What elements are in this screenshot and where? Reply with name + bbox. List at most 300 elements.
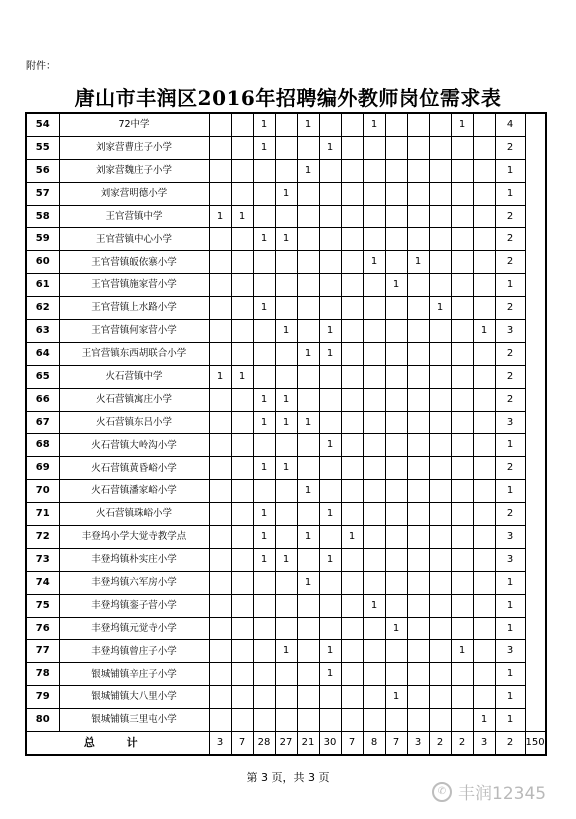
position-count-cell: [451, 617, 473, 640]
position-count-cell: [407, 113, 429, 136]
position-count-cell: [429, 411, 451, 434]
position-count-cell: [341, 411, 363, 434]
position-count-cell: [231, 320, 253, 343]
position-count-cell: [253, 274, 275, 297]
position-count-cell: [385, 640, 407, 663]
position-count-cell: [209, 228, 231, 251]
position-count-cell: [231, 182, 253, 205]
school-name: 刘家营魏庄子小学: [59, 159, 209, 182]
position-count-cell: [451, 320, 473, 343]
position-count-cell: 1: [385, 274, 407, 297]
position-count-cell: [473, 663, 495, 686]
row-total-cell: 2: [495, 297, 525, 320]
total-cell: 2: [429, 732, 451, 755]
position-count-cell: 1: [275, 548, 297, 571]
position-count-cell: 1: [253, 297, 275, 320]
position-count-cell: [473, 274, 495, 297]
position-count-cell: [473, 411, 495, 434]
position-count-cell: [231, 274, 253, 297]
position-count-cell: [473, 594, 495, 617]
position-count-cell: [341, 503, 363, 526]
table-row: [26, 251, 546, 274]
position-count-cell: [209, 182, 231, 205]
position-count-cell: [341, 182, 363, 205]
position-count-cell: [407, 136, 429, 159]
position-count-cell: [429, 274, 451, 297]
row-number: 73: [26, 548, 59, 571]
position-count-cell: [319, 709, 341, 732]
position-count-cell: [451, 571, 473, 594]
position-count-cell: [429, 182, 451, 205]
table-row: [26, 411, 546, 434]
position-count-cell: [341, 663, 363, 686]
position-count-cell: [319, 571, 341, 594]
position-count-cell: [231, 113, 253, 136]
position-count-cell: [297, 297, 319, 320]
total-cell: 21: [297, 732, 319, 755]
position-count-cell: [275, 617, 297, 640]
position-count-cell: [341, 159, 363, 182]
position-count-cell: [451, 159, 473, 182]
position-count-cell: [407, 159, 429, 182]
row-number: 61: [26, 274, 59, 297]
school-name: 银城铺镇辛庄子小学: [59, 663, 209, 686]
total-cell: 150: [525, 732, 546, 755]
table-row: [26, 548, 546, 571]
position-count-cell: 1: [209, 365, 231, 388]
table-row: [26, 709, 546, 732]
position-count-cell: [407, 411, 429, 434]
position-count-cell: [341, 434, 363, 457]
position-count-cell: [209, 320, 231, 343]
position-count-cell: [385, 411, 407, 434]
position-count-cell: [231, 571, 253, 594]
position-count-cell: [319, 388, 341, 411]
position-count-cell: [209, 388, 231, 411]
school-name: 丰登坞镇元觉寺小学: [59, 617, 209, 640]
school-name: 丰登坞镇六军房小学: [59, 571, 209, 594]
position-count-cell: 1: [319, 640, 341, 663]
position-count-cell: [341, 480, 363, 503]
position-count-cell: 1: [253, 136, 275, 159]
row-number: 64: [26, 342, 59, 365]
position-count-cell: [363, 182, 385, 205]
position-count-cell: [385, 136, 407, 159]
total-cell: 7: [231, 732, 253, 755]
position-count-cell: 1: [253, 503, 275, 526]
position-count-cell: [297, 617, 319, 640]
position-count-cell: [275, 159, 297, 182]
position-count-cell: [451, 526, 473, 549]
position-count-cell: [473, 571, 495, 594]
position-count-cell: [253, 320, 275, 343]
position-count-cell: [429, 136, 451, 159]
position-count-cell: [429, 457, 451, 480]
position-count-cell: 1: [275, 640, 297, 663]
position-count-cell: [385, 480, 407, 503]
position-count-cell: 1: [341, 526, 363, 549]
position-count-cell: [231, 503, 253, 526]
position-count-cell: [275, 571, 297, 594]
position-count-cell: [209, 503, 231, 526]
position-count-cell: [363, 365, 385, 388]
row-total-cell: 2: [495, 205, 525, 228]
position-count-cell: [407, 571, 429, 594]
position-count-cell: 1: [275, 411, 297, 434]
row-total-cell: 2: [495, 365, 525, 388]
position-count-cell: [429, 663, 451, 686]
position-count-cell: [253, 594, 275, 617]
position-count-cell: [297, 548, 319, 571]
position-count-cell: [363, 640, 385, 663]
school-name: 火石营镇大岭沟小学: [59, 434, 209, 457]
total-row: [26, 732, 546, 755]
position-count-cell: [319, 617, 341, 640]
row-total-cell: 1: [495, 686, 525, 709]
position-count-cell: [363, 617, 385, 640]
row-total-cell: 2: [495, 251, 525, 274]
position-count-cell: [231, 526, 253, 549]
position-count-cell: [451, 251, 473, 274]
position-count-cell: [275, 709, 297, 732]
position-count-cell: [253, 686, 275, 709]
position-count-cell: [297, 709, 319, 732]
row-total-cell: 3: [495, 320, 525, 343]
position-count-cell: [319, 251, 341, 274]
school-name: 72中学: [59, 113, 209, 136]
position-count-cell: [297, 251, 319, 274]
position-count-cell: [319, 457, 341, 480]
row-total-cell: 2: [495, 457, 525, 480]
position-count-cell: [451, 663, 473, 686]
position-count-cell: [451, 388, 473, 411]
position-count-cell: [231, 480, 253, 503]
position-count-cell: [363, 709, 385, 732]
position-count-cell: [385, 457, 407, 480]
position-count-cell: [451, 434, 473, 457]
position-count-cell: 1: [451, 640, 473, 663]
position-count-cell: 1: [253, 457, 275, 480]
position-count-cell: [429, 571, 451, 594]
position-count-cell: [385, 571, 407, 594]
position-count-cell: [341, 457, 363, 480]
position-count-cell: [363, 457, 385, 480]
position-count-cell: 1: [363, 251, 385, 274]
position-count-cell: [319, 480, 341, 503]
position-count-cell: [451, 457, 473, 480]
position-count-cell: 1: [275, 457, 297, 480]
school-name: 丰登坞镇朴实庄小学: [59, 548, 209, 571]
position-count-cell: [429, 113, 451, 136]
position-count-cell: [473, 526, 495, 549]
position-count-cell: [209, 617, 231, 640]
position-count-cell: [319, 159, 341, 182]
position-count-cell: [275, 251, 297, 274]
position-count-cell: [253, 205, 275, 228]
row-number: 63: [26, 320, 59, 343]
position-count-cell: [297, 320, 319, 343]
position-count-cell: [451, 480, 473, 503]
row-total-cell: 3: [495, 526, 525, 549]
position-count-cell: 1: [253, 228, 275, 251]
row-total-cell: 3: [495, 411, 525, 434]
position-count-cell: [297, 594, 319, 617]
position-count-cell: [253, 571, 275, 594]
position-count-cell: [473, 457, 495, 480]
position-count-cell: [407, 388, 429, 411]
position-count-cell: 1: [297, 113, 319, 136]
position-count-cell: 1: [275, 320, 297, 343]
position-count-cell: [341, 113, 363, 136]
position-count-cell: [407, 365, 429, 388]
row-total-cell: 2: [495, 388, 525, 411]
position-count-cell: [231, 388, 253, 411]
position-count-cell: [231, 548, 253, 571]
row-number: 55: [26, 136, 59, 159]
position-count-cell: [209, 526, 231, 549]
position-count-cell: [385, 113, 407, 136]
position-count-cell: [429, 686, 451, 709]
table-row: [26, 159, 546, 182]
table-row: [26, 297, 546, 320]
position-count-cell: [209, 548, 231, 571]
school-name: 火石营镇黄昏峪小学: [59, 457, 209, 480]
position-count-cell: [275, 663, 297, 686]
position-count-cell: [473, 503, 495, 526]
position-count-cell: [275, 526, 297, 549]
row-total-cell: 2: [495, 342, 525, 365]
position-count-cell: [275, 434, 297, 457]
position-count-cell: [363, 274, 385, 297]
row-total-cell: 1: [495, 571, 525, 594]
position-count-cell: [385, 526, 407, 549]
row-number: 80: [26, 709, 59, 732]
position-count-cell: [319, 411, 341, 434]
position-count-cell: [253, 251, 275, 274]
row-number: 75: [26, 594, 59, 617]
attachment-label: 附件：: [26, 61, 56, 72]
position-count-cell: [275, 205, 297, 228]
position-count-cell: [253, 709, 275, 732]
position-count-cell: [319, 297, 341, 320]
position-count-cell: [341, 274, 363, 297]
position-count-cell: [253, 617, 275, 640]
position-count-cell: [341, 342, 363, 365]
position-count-cell: [473, 640, 495, 663]
position-count-cell: 1: [407, 251, 429, 274]
table-row: [26, 457, 546, 480]
position-count-cell: [451, 594, 473, 617]
position-count-cell: [473, 136, 495, 159]
position-count-cell: [319, 686, 341, 709]
table-row: [26, 365, 546, 388]
position-count-cell: [385, 182, 407, 205]
position-count-cell: [231, 594, 253, 617]
position-count-cell: [385, 228, 407, 251]
school-name: 王官营镇上水路小学: [59, 297, 209, 320]
position-count-cell: 1: [253, 113, 275, 136]
row-number: 67: [26, 411, 59, 434]
position-count-cell: [231, 640, 253, 663]
school-name: 丰登坞镇銮子营小学: [59, 594, 209, 617]
position-count-cell: [231, 686, 253, 709]
position-count-cell: [363, 571, 385, 594]
position-count-cell: [209, 663, 231, 686]
position-count-cell: [275, 365, 297, 388]
row-total-cell: 2: [495, 136, 525, 159]
position-count-cell: [385, 297, 407, 320]
position-count-cell: 1: [297, 411, 319, 434]
position-count-cell: [473, 480, 495, 503]
watermark-text: 丰润12345: [458, 784, 547, 804]
position-count-cell: [363, 663, 385, 686]
position-count-cell: [209, 251, 231, 274]
position-count-cell: [209, 434, 231, 457]
table-row: [26, 663, 546, 686]
position-count-cell: [473, 113, 495, 136]
position-count-cell: [297, 228, 319, 251]
position-count-cell: [407, 297, 429, 320]
position-count-cell: [209, 274, 231, 297]
position-count-cell: [297, 274, 319, 297]
position-count-cell: 1: [253, 548, 275, 571]
position-count-cell: [253, 434, 275, 457]
position-count-cell: [473, 182, 495, 205]
position-count-cell: [341, 571, 363, 594]
table-row: [26, 342, 546, 365]
position-count-cell: [341, 251, 363, 274]
position-count-cell: [473, 617, 495, 640]
position-count-cell: [297, 640, 319, 663]
row-number: 77: [26, 640, 59, 663]
school-name: 丰登坞小学大觉寺教学点: [59, 526, 209, 549]
position-count-cell: 1: [363, 113, 385, 136]
position-count-cell: [407, 548, 429, 571]
row-number: 72: [26, 526, 59, 549]
position-count-cell: 1: [275, 228, 297, 251]
position-count-cell: [231, 251, 253, 274]
position-count-cell: [209, 686, 231, 709]
position-count-cell: [407, 434, 429, 457]
position-count-cell: [407, 205, 429, 228]
position-count-cell: [231, 663, 253, 686]
table-row: [26, 113, 546, 136]
position-count-cell: [429, 434, 451, 457]
position-count-cell: [297, 457, 319, 480]
row-number: 62: [26, 297, 59, 320]
position-count-cell: [319, 274, 341, 297]
position-count-cell: [451, 548, 473, 571]
position-count-cell: [429, 480, 451, 503]
position-count-cell: 1: [297, 480, 319, 503]
position-count-cell: [209, 594, 231, 617]
position-count-cell: [297, 686, 319, 709]
total-cell: 27: [275, 732, 297, 755]
position-count-cell: [231, 228, 253, 251]
position-count-cell: 1: [385, 617, 407, 640]
school-name: 银城铺镇三里屯小学: [59, 709, 209, 732]
position-count-cell: [363, 159, 385, 182]
row-number: 68: [26, 434, 59, 457]
position-count-cell: 1: [253, 388, 275, 411]
position-count-cell: [341, 136, 363, 159]
position-count-cell: [253, 663, 275, 686]
position-count-cell: [253, 365, 275, 388]
position-count-cell: [363, 388, 385, 411]
table-row: [26, 434, 546, 457]
position-count-cell: 1: [253, 526, 275, 549]
position-count-cell: [209, 136, 231, 159]
school-name: 王官营镇施家营小学: [59, 274, 209, 297]
school-name: 王官营镇中心小学: [59, 228, 209, 251]
position-count-cell: 1: [473, 320, 495, 343]
position-count-cell: [341, 709, 363, 732]
total-cell: 3: [473, 732, 495, 755]
position-count-cell: [407, 480, 429, 503]
total-label: 总 计: [26, 732, 209, 755]
table-row: [26, 640, 546, 663]
position-count-cell: [319, 594, 341, 617]
school-name: 火石营镇寓庄小学: [59, 388, 209, 411]
position-count-cell: [385, 594, 407, 617]
position-count-cell: [473, 251, 495, 274]
position-count-cell: [297, 205, 319, 228]
position-count-cell: [473, 548, 495, 571]
position-count-cell: [363, 205, 385, 228]
position-count-cell: [429, 640, 451, 663]
position-count-cell: [385, 663, 407, 686]
position-count-cell: 1: [385, 686, 407, 709]
row-total-cell: 1: [495, 274, 525, 297]
position-count-cell: [253, 182, 275, 205]
position-count-cell: [429, 594, 451, 617]
position-count-cell: [319, 113, 341, 136]
position-count-cell: [297, 663, 319, 686]
position-count-cell: [319, 365, 341, 388]
school-name: 火石营镇东吕小学: [59, 411, 209, 434]
row-total-cell: 1: [495, 709, 525, 732]
position-count-cell: [297, 365, 319, 388]
position-count-cell: [231, 709, 253, 732]
row-number: 76: [26, 617, 59, 640]
position-count-cell: [385, 548, 407, 571]
table-row: [26, 228, 546, 251]
school-name: 火石营镇珠峪小学: [59, 503, 209, 526]
position-count-cell: [231, 617, 253, 640]
position-count-cell: [407, 503, 429, 526]
position-count-cell: 1: [297, 159, 319, 182]
row-number: 56: [26, 159, 59, 182]
table-body: [26, 113, 546, 755]
position-count-cell: 1: [231, 365, 253, 388]
position-count-cell: [363, 548, 385, 571]
total-cell: 2: [451, 732, 473, 755]
position-count-cell: [297, 388, 319, 411]
position-count-cell: [429, 388, 451, 411]
school-name: 火石营镇中学: [59, 365, 209, 388]
position-count-cell: [385, 365, 407, 388]
row-total-cell: 1: [495, 663, 525, 686]
table-row: [26, 388, 546, 411]
position-count-cell: [407, 686, 429, 709]
position-count-cell: [407, 457, 429, 480]
position-count-cell: [407, 617, 429, 640]
position-count-cell: [473, 159, 495, 182]
position-count-cell: [341, 205, 363, 228]
position-count-cell: [209, 113, 231, 136]
position-count-cell: 1: [429, 297, 451, 320]
position-count-cell: [429, 365, 451, 388]
